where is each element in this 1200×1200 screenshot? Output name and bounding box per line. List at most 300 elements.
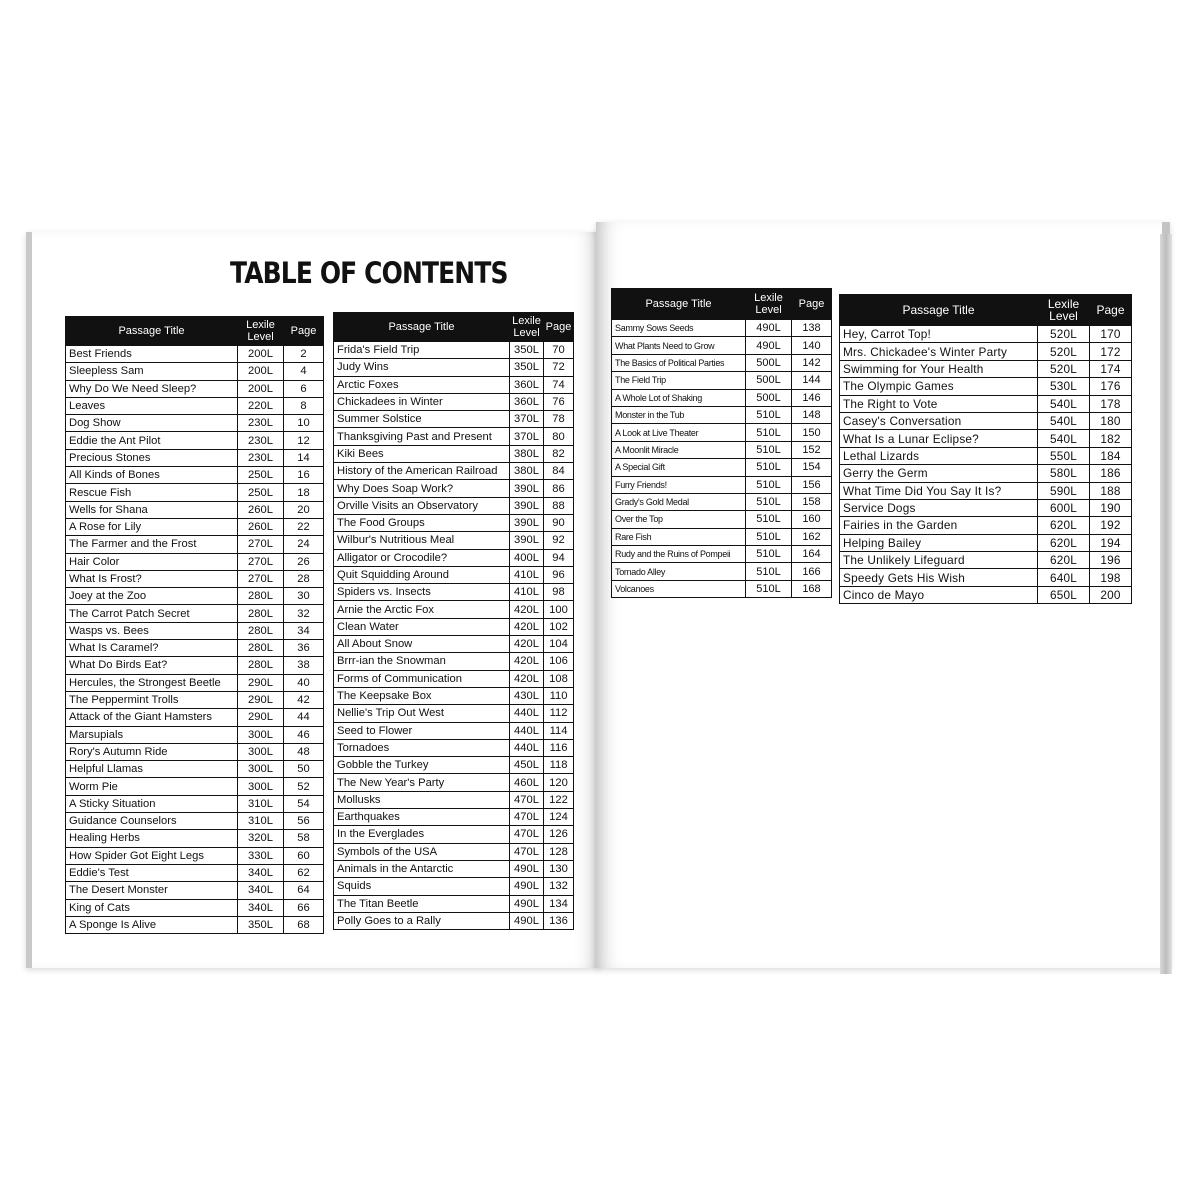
lexile-level: 260L — [238, 518, 284, 535]
table-row — [334, 670, 574, 687]
lexile-level: 490L — [510, 912, 544, 929]
lexile-level: 300L — [238, 726, 284, 743]
table-header-row — [840, 295, 1132, 326]
lexile-level: 470L — [510, 826, 544, 843]
table-row — [612, 459, 832, 476]
lexile-level: 290L — [238, 709, 284, 726]
table-row — [612, 476, 832, 493]
page-number: 8 — [284, 397, 324, 414]
passage-title: Swimming for Your Health — [840, 360, 1038, 377]
page-number: 154 — [792, 459, 832, 476]
table-row — [612, 563, 832, 580]
table-row — [334, 601, 574, 618]
table-row — [66, 882, 324, 899]
table-row — [66, 605, 324, 622]
passage-title: Mollusks — [334, 791, 510, 808]
passage-title: The Desert Monster — [66, 882, 238, 899]
passage-title: Cinco de Mayo — [840, 586, 1038, 603]
passage-title: Furry Friends! — [612, 476, 746, 493]
table-row — [66, 761, 324, 778]
passage-title: Orville Visits an Observatory — [334, 497, 510, 514]
table-row — [66, 501, 324, 518]
lexile-level: 400L — [510, 549, 544, 566]
table-header-row — [612, 289, 832, 320]
table-row — [66, 830, 324, 847]
lexile-level: 540L — [1038, 395, 1090, 412]
lexile-level: 490L — [510, 860, 544, 877]
passage-title: Polly Goes to a Rally — [334, 912, 510, 929]
table-row — [334, 860, 574, 877]
table-row — [66, 415, 324, 432]
page-number: 150 — [792, 424, 832, 441]
page-number: 122 — [544, 791, 574, 808]
page-number: 66 — [284, 899, 324, 916]
table-row — [66, 380, 324, 397]
table-row — [334, 636, 574, 653]
lexile-level: 370L — [510, 411, 544, 428]
table-row — [840, 552, 1132, 569]
table-row — [334, 532, 574, 549]
page-number: 38 — [284, 657, 324, 674]
page-number: 110 — [544, 687, 574, 704]
passage-title: A Sticky Situation — [66, 795, 238, 812]
passage-title: Tornadoes — [334, 739, 510, 756]
lexile-level: 350L — [510, 359, 544, 376]
table-row — [66, 622, 324, 639]
passage-title: Marsupials — [66, 726, 238, 743]
lexile-level: 380L — [510, 445, 544, 462]
page-number: 92 — [544, 532, 574, 549]
page-number: 44 — [284, 709, 324, 726]
lexile-level: 230L — [238, 415, 284, 432]
page-title: TABLE OF CONTENTS — [230, 256, 508, 290]
passage-title: Over the Top — [612, 511, 746, 528]
page-number: 158 — [792, 493, 832, 510]
passage-title: What Is Frost? — [66, 570, 238, 587]
page-number: 188 — [1090, 482, 1132, 499]
passage-title: How Spider Got Eight Legs — [66, 847, 238, 864]
lexile-level: 260L — [238, 501, 284, 518]
passage-title: Judy Wins — [334, 359, 510, 376]
page-number: 140 — [792, 337, 832, 354]
passage-title: Rescue Fish — [66, 484, 238, 501]
page-number: 172 — [1090, 343, 1132, 360]
lexile-level: 330L — [238, 847, 284, 864]
passage-title: Lethal Lizards — [840, 447, 1038, 464]
table-row — [334, 739, 574, 756]
table-row — [334, 878, 574, 895]
passage-title: Eddie's Test — [66, 864, 238, 881]
lexile-level: 290L — [238, 674, 284, 691]
page-number: 6 — [284, 380, 324, 397]
passage-title: Speedy Gets His Wish — [840, 569, 1038, 586]
page-number: 32 — [284, 605, 324, 622]
lexile-level: 370L — [510, 428, 544, 445]
passage-title: Arctic Foxes — [334, 376, 510, 393]
passage-title: Best Friends — [66, 346, 238, 363]
page-number: 126 — [544, 826, 574, 843]
page-number: 138 — [792, 320, 832, 337]
lexile-level: 440L — [510, 739, 544, 756]
table-row — [66, 691, 324, 708]
lexile-level: 460L — [510, 774, 544, 791]
page-number: 142 — [792, 354, 832, 371]
table-row — [334, 376, 574, 393]
lexile-level: 340L — [238, 882, 284, 899]
table-row — [334, 687, 574, 704]
lexile-level: 410L — [510, 566, 544, 583]
passage-title: Healing Herbs — [66, 830, 238, 847]
table-row — [334, 393, 574, 410]
lexile-level: 470L — [510, 843, 544, 860]
header-passage-title: Passage Title — [840, 295, 1038, 326]
passage-title: Thanksgiving Past and Present — [334, 428, 510, 445]
page-number: 46 — [284, 726, 324, 743]
page-number: 52 — [284, 778, 324, 795]
lexile-level: 380L — [510, 463, 544, 480]
page-number: 136 — [544, 912, 574, 929]
passage-title: Monster in the Tub — [612, 406, 746, 423]
page-number: 148 — [792, 406, 832, 423]
lexile-level: 440L — [510, 722, 544, 739]
passage-title: A Moonlit Miracle — [612, 441, 746, 458]
passage-title: Sammy Sows Seeds — [612, 320, 746, 337]
passage-title: Arnie the Arctic Fox — [334, 601, 510, 618]
table-row — [334, 445, 574, 462]
lexile-level: 280L — [238, 640, 284, 657]
table-row — [334, 342, 574, 359]
lexile-level: 510L — [746, 441, 792, 458]
lexile-level: 280L — [238, 657, 284, 674]
page-number: 40 — [284, 674, 324, 691]
page-number: 28 — [284, 570, 324, 587]
toc-table-2 — [333, 312, 574, 930]
page-number: 30 — [284, 588, 324, 605]
passage-title: Helping Bailey — [840, 534, 1038, 551]
table-row — [66, 640, 324, 657]
page-number: 36 — [284, 640, 324, 657]
passage-title: Fairies in the Garden — [840, 517, 1038, 534]
page-number: 42 — [284, 691, 324, 708]
lexile-level: 430L — [510, 687, 544, 704]
passage-title: Eddie the Ant Pilot — [66, 432, 238, 449]
passage-title: Nellie's Trip Out West — [334, 705, 510, 722]
passage-title: Mrs. Chickadee's Winter Party — [840, 343, 1038, 360]
table-row — [612, 320, 832, 337]
passage-title: Tornado Alley — [612, 563, 746, 580]
passage-title: Seed to Flower — [334, 722, 510, 739]
page-number: 12 — [284, 432, 324, 449]
page-number: 184 — [1090, 447, 1132, 464]
table-row — [612, 511, 832, 528]
page-number: 86 — [544, 480, 574, 497]
lexile-level: 390L — [510, 514, 544, 531]
table-row — [612, 546, 832, 563]
table-row — [334, 359, 574, 376]
page-number: 58 — [284, 830, 324, 847]
page-number: 116 — [544, 739, 574, 756]
table-row — [840, 378, 1132, 395]
page-number: 114 — [544, 722, 574, 739]
page-number: 26 — [284, 553, 324, 570]
page-number: 192 — [1090, 517, 1132, 534]
lexile-level: 600L — [1038, 499, 1090, 516]
page-number: 146 — [792, 389, 832, 406]
passage-title: Leaves — [66, 397, 238, 414]
table-row — [66, 743, 324, 760]
table-row — [66, 449, 324, 466]
lexile-level: 230L — [238, 432, 284, 449]
page-number: 80 — [544, 428, 574, 445]
page-number: 82 — [544, 445, 574, 462]
header-passage-title: Passage Title — [612, 289, 746, 320]
lexile-level: 440L — [510, 705, 544, 722]
page-number: 170 — [1090, 326, 1132, 343]
page-number: 108 — [544, 670, 574, 687]
page-number: 18 — [284, 484, 324, 501]
passage-title: Joey at the Zoo — [66, 588, 238, 605]
lexile-level: 200L — [238, 380, 284, 397]
passage-title: Grady's Gold Medal — [612, 493, 746, 510]
lexile-level: 420L — [510, 601, 544, 618]
passage-title: Casey's Conversation — [840, 412, 1038, 429]
table-row — [334, 584, 574, 601]
lexile-level: 510L — [746, 406, 792, 423]
table-row — [334, 791, 574, 808]
table-row — [334, 463, 574, 480]
table-row — [66, 916, 324, 933]
passage-title: Clean Water — [334, 618, 510, 635]
table-row — [334, 653, 574, 670]
table-row — [334, 618, 574, 635]
table-row — [66, 657, 324, 674]
lexile-level: 510L — [746, 528, 792, 545]
table-row — [66, 467, 324, 484]
passage-title: Wells for Shana — [66, 501, 238, 518]
lexile-level: 490L — [746, 337, 792, 354]
passage-title: Rudy and the Ruins of Pompeii — [612, 546, 746, 563]
page-number: 90 — [544, 514, 574, 531]
passage-title: Hercules, the Strongest Beetle — [66, 674, 238, 691]
table-row — [840, 447, 1132, 464]
page-number: 186 — [1090, 465, 1132, 482]
passage-title: Why Does Soap Work? — [334, 480, 510, 497]
passage-title: Rory's Autumn Ride — [66, 743, 238, 760]
table-row — [66, 518, 324, 535]
page-number: 200 — [1090, 586, 1132, 603]
lexile-level: 340L — [238, 899, 284, 916]
lexile-level: 270L — [238, 536, 284, 553]
table-row — [840, 360, 1132, 377]
passage-title: Gerry the Germ — [840, 465, 1038, 482]
passage-title: Service Dogs — [840, 499, 1038, 516]
passage-title: Kiki Bees — [334, 445, 510, 462]
lexile-level: 500L — [746, 354, 792, 371]
page-number: 34 — [284, 622, 324, 639]
lexile-level: 280L — [238, 605, 284, 622]
lexile-level: 230L — [238, 449, 284, 466]
toc-table-3 — [611, 288, 832, 598]
passage-title: History of the American Railroad — [334, 463, 510, 480]
passage-title: The Unlikely Lifeguard — [840, 552, 1038, 569]
lexile-level: 310L — [238, 795, 284, 812]
lexile-level: 200L — [238, 363, 284, 380]
passage-title: Wasps vs. Bees — [66, 622, 238, 639]
page-number: 106 — [544, 653, 574, 670]
page-number: 94 — [544, 549, 574, 566]
table-row — [66, 778, 324, 795]
page-number: 194 — [1090, 534, 1132, 551]
lexile-level: 360L — [510, 376, 544, 393]
table-row — [612, 441, 832, 458]
page-number: 180 — [1090, 412, 1132, 429]
page-number: 20 — [284, 501, 324, 518]
lexile-level: 250L — [238, 467, 284, 484]
page-number: 64 — [284, 882, 324, 899]
table-row — [334, 514, 574, 531]
passage-title: King of Cats — [66, 899, 238, 916]
passage-title: Guidance Counselors — [66, 813, 238, 830]
page-number: 76 — [544, 393, 574, 410]
table-row — [840, 569, 1132, 586]
table-row — [840, 586, 1132, 603]
page-number: 74 — [544, 376, 574, 393]
passage-title: The Farmer and the Frost — [66, 536, 238, 553]
page-number: 22 — [284, 518, 324, 535]
table-row — [840, 430, 1132, 447]
page-number: 104 — [544, 636, 574, 653]
table-row — [66, 570, 324, 587]
passage-title: Animals in the Antarctic — [334, 860, 510, 877]
passage-title: The Field Trip — [612, 372, 746, 389]
passage-title: Hey, Carrot Top! — [840, 326, 1038, 343]
page-number: 134 — [544, 895, 574, 912]
passage-title: What Time Did You Say It Is? — [840, 482, 1038, 499]
lexile-level: 540L — [1038, 430, 1090, 447]
page-number: 60 — [284, 847, 324, 864]
lexile-level: 420L — [510, 618, 544, 635]
table-row — [66, 346, 324, 363]
page-number: 152 — [792, 441, 832, 458]
page-number: 190 — [1090, 499, 1132, 516]
lexile-level: 290L — [238, 691, 284, 708]
passage-title: A Special Gift — [612, 459, 746, 476]
table-row — [840, 534, 1132, 551]
table-row — [334, 757, 574, 774]
lexile-level: 530L — [1038, 378, 1090, 395]
page-number: 16 — [284, 467, 324, 484]
lexile-level: 360L — [510, 393, 544, 410]
table-row — [66, 795, 324, 812]
table-row — [612, 354, 832, 371]
passage-title: Hair Color — [66, 553, 238, 570]
passage-title: Frida's Field Trip — [334, 342, 510, 359]
lexile-level: 390L — [510, 480, 544, 497]
lexile-level: 620L — [1038, 517, 1090, 534]
header-passage-title: Passage Title — [334, 313, 510, 342]
lexile-level: 500L — [746, 389, 792, 406]
lexile-level: 320L — [238, 830, 284, 847]
table-row — [840, 326, 1132, 343]
page-number: 78 — [544, 411, 574, 428]
lexile-level: 350L — [510, 342, 544, 359]
lexile-level: 280L — [238, 588, 284, 605]
passage-title: The Titan Beetle — [334, 895, 510, 912]
passage-title: A Whole Lot of Shaking — [612, 389, 746, 406]
lexile-level: 420L — [510, 636, 544, 653]
lexile-level: 510L — [746, 459, 792, 476]
table-row — [840, 482, 1132, 499]
table-row — [840, 499, 1132, 516]
passage-title: Spiders vs. Insects — [334, 584, 510, 601]
page-number: 164 — [792, 546, 832, 563]
passage-title: What Is a Lunar Eclipse? — [840, 430, 1038, 447]
page-number: 198 — [1090, 569, 1132, 586]
page-number: 24 — [284, 536, 324, 553]
passage-title: Attack of the Giant Hamsters — [66, 709, 238, 726]
page-number: 56 — [284, 813, 324, 830]
page-number: 88 — [544, 497, 574, 514]
page-number: 96 — [544, 566, 574, 583]
table-row — [66, 674, 324, 691]
passage-title: The Olympic Games — [840, 378, 1038, 395]
page-number: 120 — [544, 774, 574, 791]
passage-title: The New Year's Party — [334, 774, 510, 791]
header-lexile-level: Lexile Level — [238, 317, 284, 346]
lexile-level: 270L — [238, 553, 284, 570]
passage-title: Brrr-ian the Snowman — [334, 653, 510, 670]
toc-table-4 — [839, 294, 1132, 604]
lexile-level: 510L — [746, 511, 792, 528]
table-row — [334, 480, 574, 497]
table-row — [612, 424, 832, 441]
lexile-level: 510L — [746, 580, 792, 597]
passage-title: All About Snow — [334, 636, 510, 653]
table-row — [612, 493, 832, 510]
table-header-row — [66, 317, 324, 346]
lexile-level: 420L — [510, 670, 544, 687]
page-number: 4 — [284, 363, 324, 380]
lexile-level: 350L — [238, 916, 284, 933]
page-number: 70 — [544, 342, 574, 359]
lexile-level: 200L — [238, 346, 284, 363]
table-row — [334, 497, 574, 514]
passage-title: Dog Show — [66, 415, 238, 432]
page-number: 132 — [544, 878, 574, 895]
table-row — [66, 709, 324, 726]
table-row — [66, 363, 324, 380]
page-number: 72 — [544, 359, 574, 376]
header-lexile-level: Lexile Level — [746, 289, 792, 320]
lexile-level: 280L — [238, 622, 284, 639]
lexile-level: 300L — [238, 743, 284, 760]
header-page: Page — [792, 289, 832, 320]
passage-title: The Peppermint Trolls — [66, 691, 238, 708]
lexile-level: 390L — [510, 497, 544, 514]
lexile-level: 510L — [746, 563, 792, 580]
table-row — [66, 553, 324, 570]
lexile-level: 470L — [510, 791, 544, 808]
page-number: 10 — [284, 415, 324, 432]
table-row — [334, 774, 574, 791]
table-row — [334, 549, 574, 566]
table-header-row — [334, 313, 574, 342]
lexile-level: 470L — [510, 809, 544, 826]
page-edges — [1160, 234, 1172, 974]
passage-title: Worm Pie — [66, 778, 238, 795]
table-row — [66, 432, 324, 449]
lexile-level: 250L — [238, 484, 284, 501]
